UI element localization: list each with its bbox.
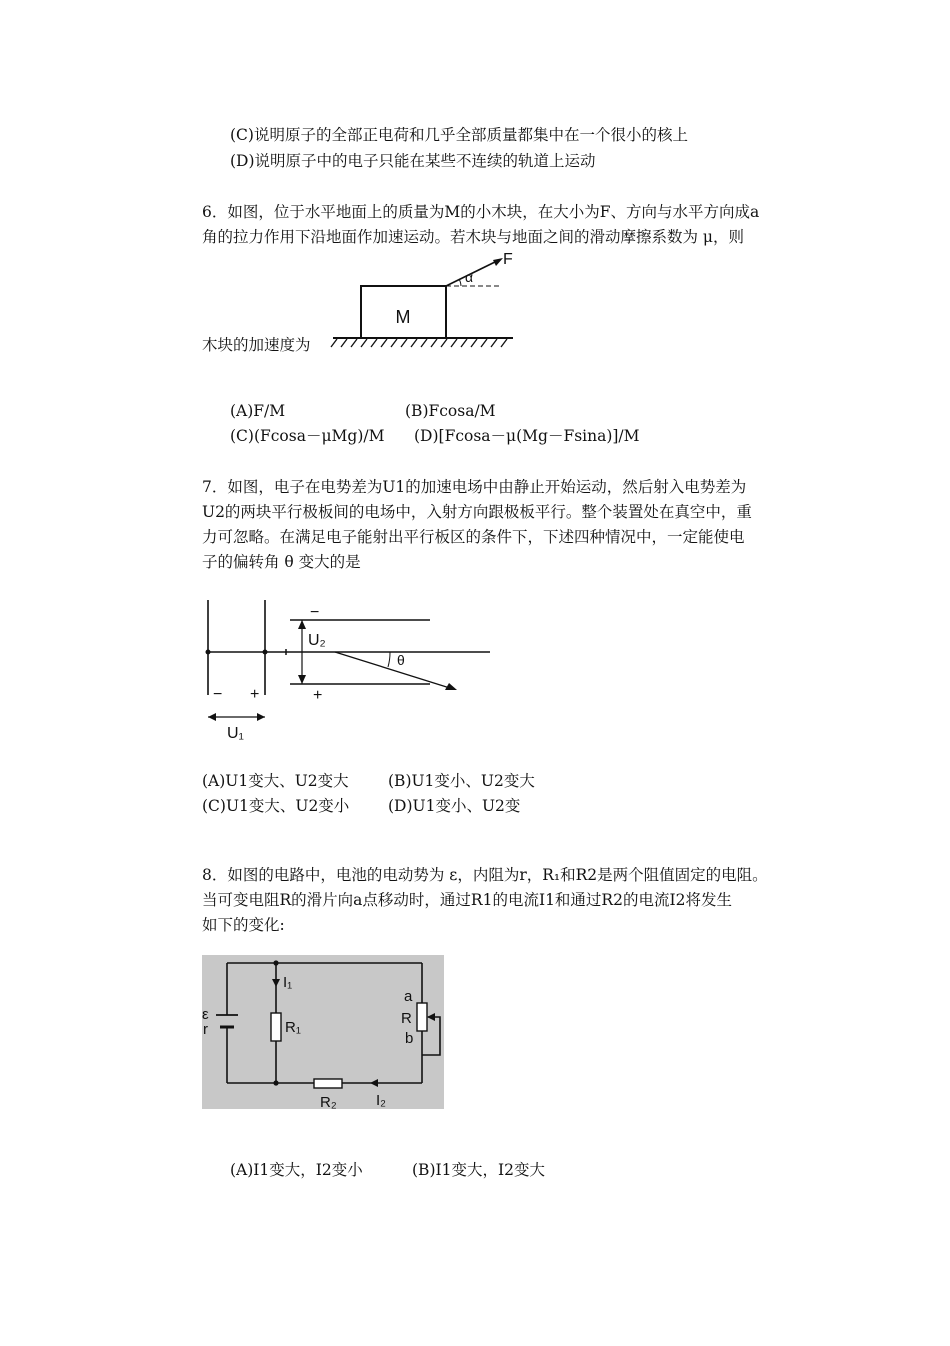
rheostat-label: R: [401, 1010, 412, 1027]
point-b-label: b: [405, 1030, 414, 1047]
deflect-plus-label: +: [313, 687, 323, 704]
u1-label: U₁: [227, 725, 244, 742]
deflect-minus-label: −: [310, 604, 320, 621]
q7-deflection-figure: [195, 595, 495, 745]
q7-option-b: (B)U1变小、U2变大: [388, 772, 535, 790]
i1-label: I₁: [283, 974, 293, 991]
q6-stem-line3: 木块的加速度为: [202, 336, 311, 354]
q8-option-a: (A)I1变大，I2变小: [230, 1161, 363, 1179]
q8-stem-line2: 当可变电阻R的滑片向a点移动时，通过R1的电流I1和通过R2的电流I2将发生: [202, 891, 732, 909]
internal-r-label: r: [203, 1021, 208, 1038]
resistor-r1: [271, 1013, 281, 1041]
u2-label: U₂: [308, 632, 326, 649]
theta-arc: [388, 652, 390, 667]
start-point: [206, 650, 211, 655]
accel-plus-label: +: [250, 686, 260, 703]
q8-option-b: (B)I1变大，I2变大: [412, 1161, 545, 1179]
q7-option-d: (D)U1变小、U2变: [388, 797, 521, 815]
angle-arc: [459, 279, 461, 286]
theta-label: θ: [397, 652, 405, 668]
q7-stem-line4: 子的偏转角 θ 变大的是: [202, 553, 361, 571]
q7-stem-line1: 7．如图，电子在电势差为U1的加速电场中由静止开始运动，然后射入电势差为: [202, 478, 747, 496]
q6-option-d: (D)[Fcosa－μ(Mg－Fsina)]/M: [414, 427, 640, 445]
q7-stem-line3: 力可忽略。在满足电子能射出平行板区的条件下，下述四种情况中，一定能使电: [202, 528, 745, 546]
r2-label: R₂: [320, 1094, 337, 1109]
angle-label: α: [465, 269, 474, 285]
q7-option-c: (C)U1变大、U2变小: [202, 797, 350, 815]
ground-hatching: [331, 339, 507, 347]
q6-option-b: (B)Fcosa/M: [405, 402, 496, 420]
junction-bottom: [273, 1080, 278, 1085]
resistor-r2: [314, 1079, 342, 1088]
exit-point: [263, 650, 268, 655]
q8-stem-line3: 如下的变化:: [202, 916, 285, 934]
q7-option-a: (A)U1变大、U2变大: [202, 772, 349, 790]
q6-block-figure: [325, 248, 520, 353]
q6-option-c: (C)(Fcosa－μMg)/M: [230, 427, 385, 445]
q6-stem-line1: 6．如图，位于水平地面上的质量为M的小木块，在大小为F、方向与水平方向成a: [202, 203, 760, 221]
junction-top: [273, 960, 278, 965]
q7-stem-line2: U2的两块平行极板间的电场中，入射方向跟极板平行。整个装置处在真空中，重: [202, 503, 752, 521]
emf-label: ε: [202, 1006, 209, 1023]
i2-label: I₂: [376, 1092, 386, 1109]
q8-stem-line1: 8．如图的电路中，电池的电动势为 ε，内阻为r，R₁和R2是两个阻值固定的电阻。: [202, 866, 768, 884]
q5-option-c: (C)说明原子的全部正电荷和几乎全部质量都集中在一个很小的核上: [230, 126, 688, 144]
accel-minus-label: −: [213, 686, 223, 703]
force-arrowhead: [493, 258, 503, 266]
q8-circuit-figure: [202, 955, 444, 1109]
point-a-label: a: [404, 988, 413, 1005]
force-label: F: [503, 251, 513, 268]
block-label: M: [395, 307, 411, 327]
q6-stem-line2: 角的拉力作用下沿地面作加速运动。若木块与地面之间的滑动摩擦系数为 μ，则: [202, 228, 745, 246]
rheostat-r: [417, 1003, 427, 1031]
q6-option-a: (A)F/M: [230, 402, 286, 420]
q5-option-d: (D)说明原子中的电子只能在某些不连续的轨道上运动: [230, 152, 596, 170]
r1-label: R₁: [285, 1019, 301, 1036]
